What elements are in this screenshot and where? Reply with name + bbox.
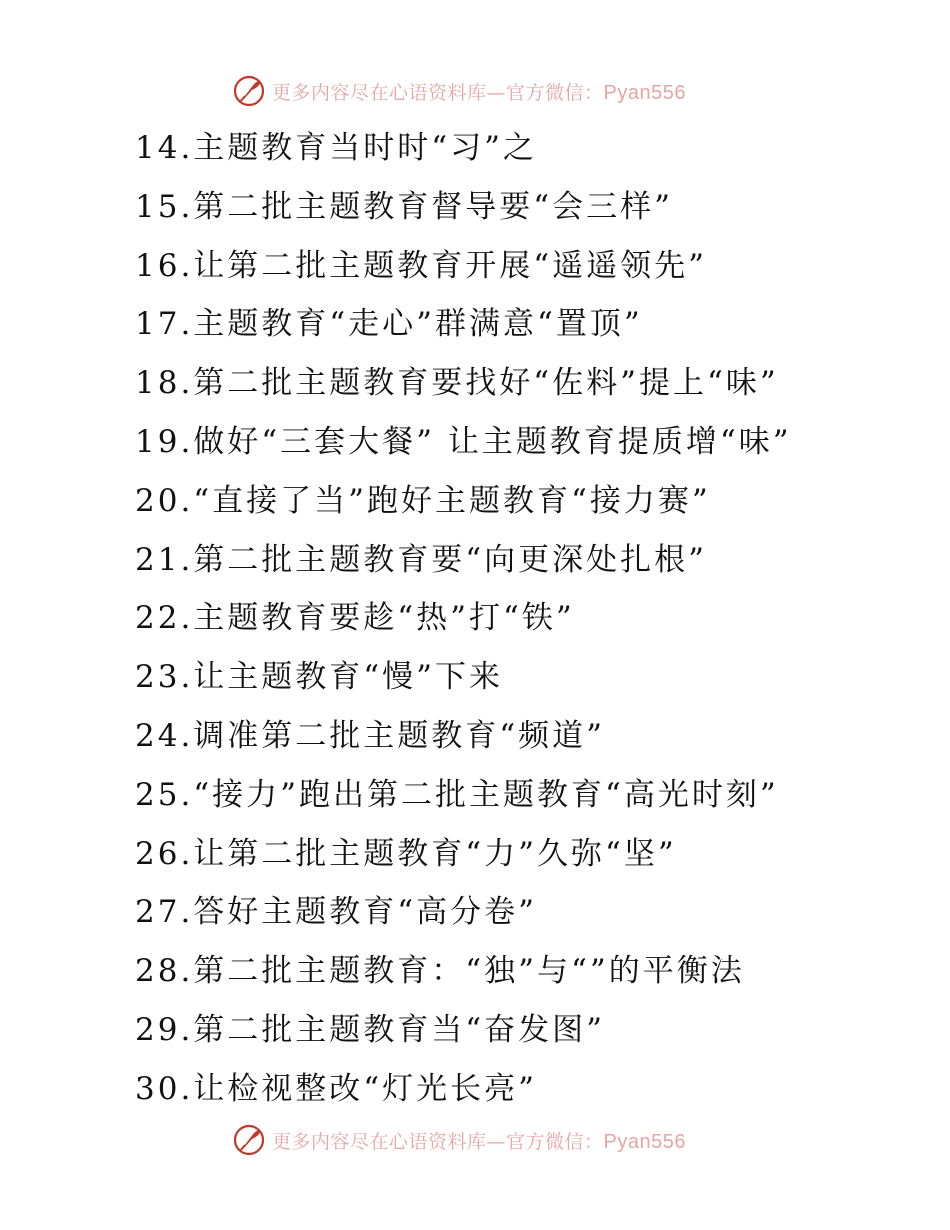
list-item: 28.第二批主题教育：“独”与“”的平衡法: [135, 953, 745, 990]
list-item: 22.主题教育要趁“热”打“铁”: [135, 600, 575, 637]
footer-watermark: [232, 1122, 732, 1158]
list-item: 19.做好“三套大餐” 让主题教育提质增“味”: [135, 423, 792, 460]
list-item: 21.第二批主题教育要“向更深处扎根”: [135, 541, 707, 578]
header-watermark: [232, 73, 732, 109]
headline-list: [135, 119, 792, 1119]
list-item: 16.让第二批主题教育开展“遥遥领先”: [135, 247, 707, 284]
list-item: 27.答好主题教育“高分卷”: [135, 894, 537, 931]
list-item: 30.让检视整改“灯光长亮”: [135, 1070, 537, 1107]
list-item: 24.调准第二批主题教育“频道”: [135, 717, 605, 754]
list-item: 17.主题教育“走心”群满意“置顶”: [135, 306, 643, 343]
list-item: 14.主题教育当时时“习”之: [135, 130, 537, 166]
list-item: 26.让第二批主题教育“力”久弥“坚”: [135, 835, 677, 872]
list-item: 20.“直接了当”跑好主题教育“接力赛”: [135, 482, 711, 519]
watermark-text: 更多内容尽在心语资料库—官方微信：Pyan556: [272, 1130, 686, 1153]
list-item: 25.“接力”跑出第二批主题教育“高光时刻”: [135, 776, 779, 813]
list-item: 29.第二批主题教育当“奋发图”: [135, 1011, 605, 1048]
watermark-text: 更多内容尽在心语资料库—官方微信：Pyan556: [272, 81, 686, 104]
list-item: 15.第二批主题教育督导要“会三样”: [135, 188, 673, 225]
list-item: 23.让主题教育“慢”下来: [135, 659, 503, 696]
quill-pen-logo-icon: [232, 1123, 266, 1157]
list-item: 18.第二批主题教育要找好“佐料”提上“味”: [135, 365, 779, 402]
quill-pen-logo-icon: [232, 74, 266, 108]
